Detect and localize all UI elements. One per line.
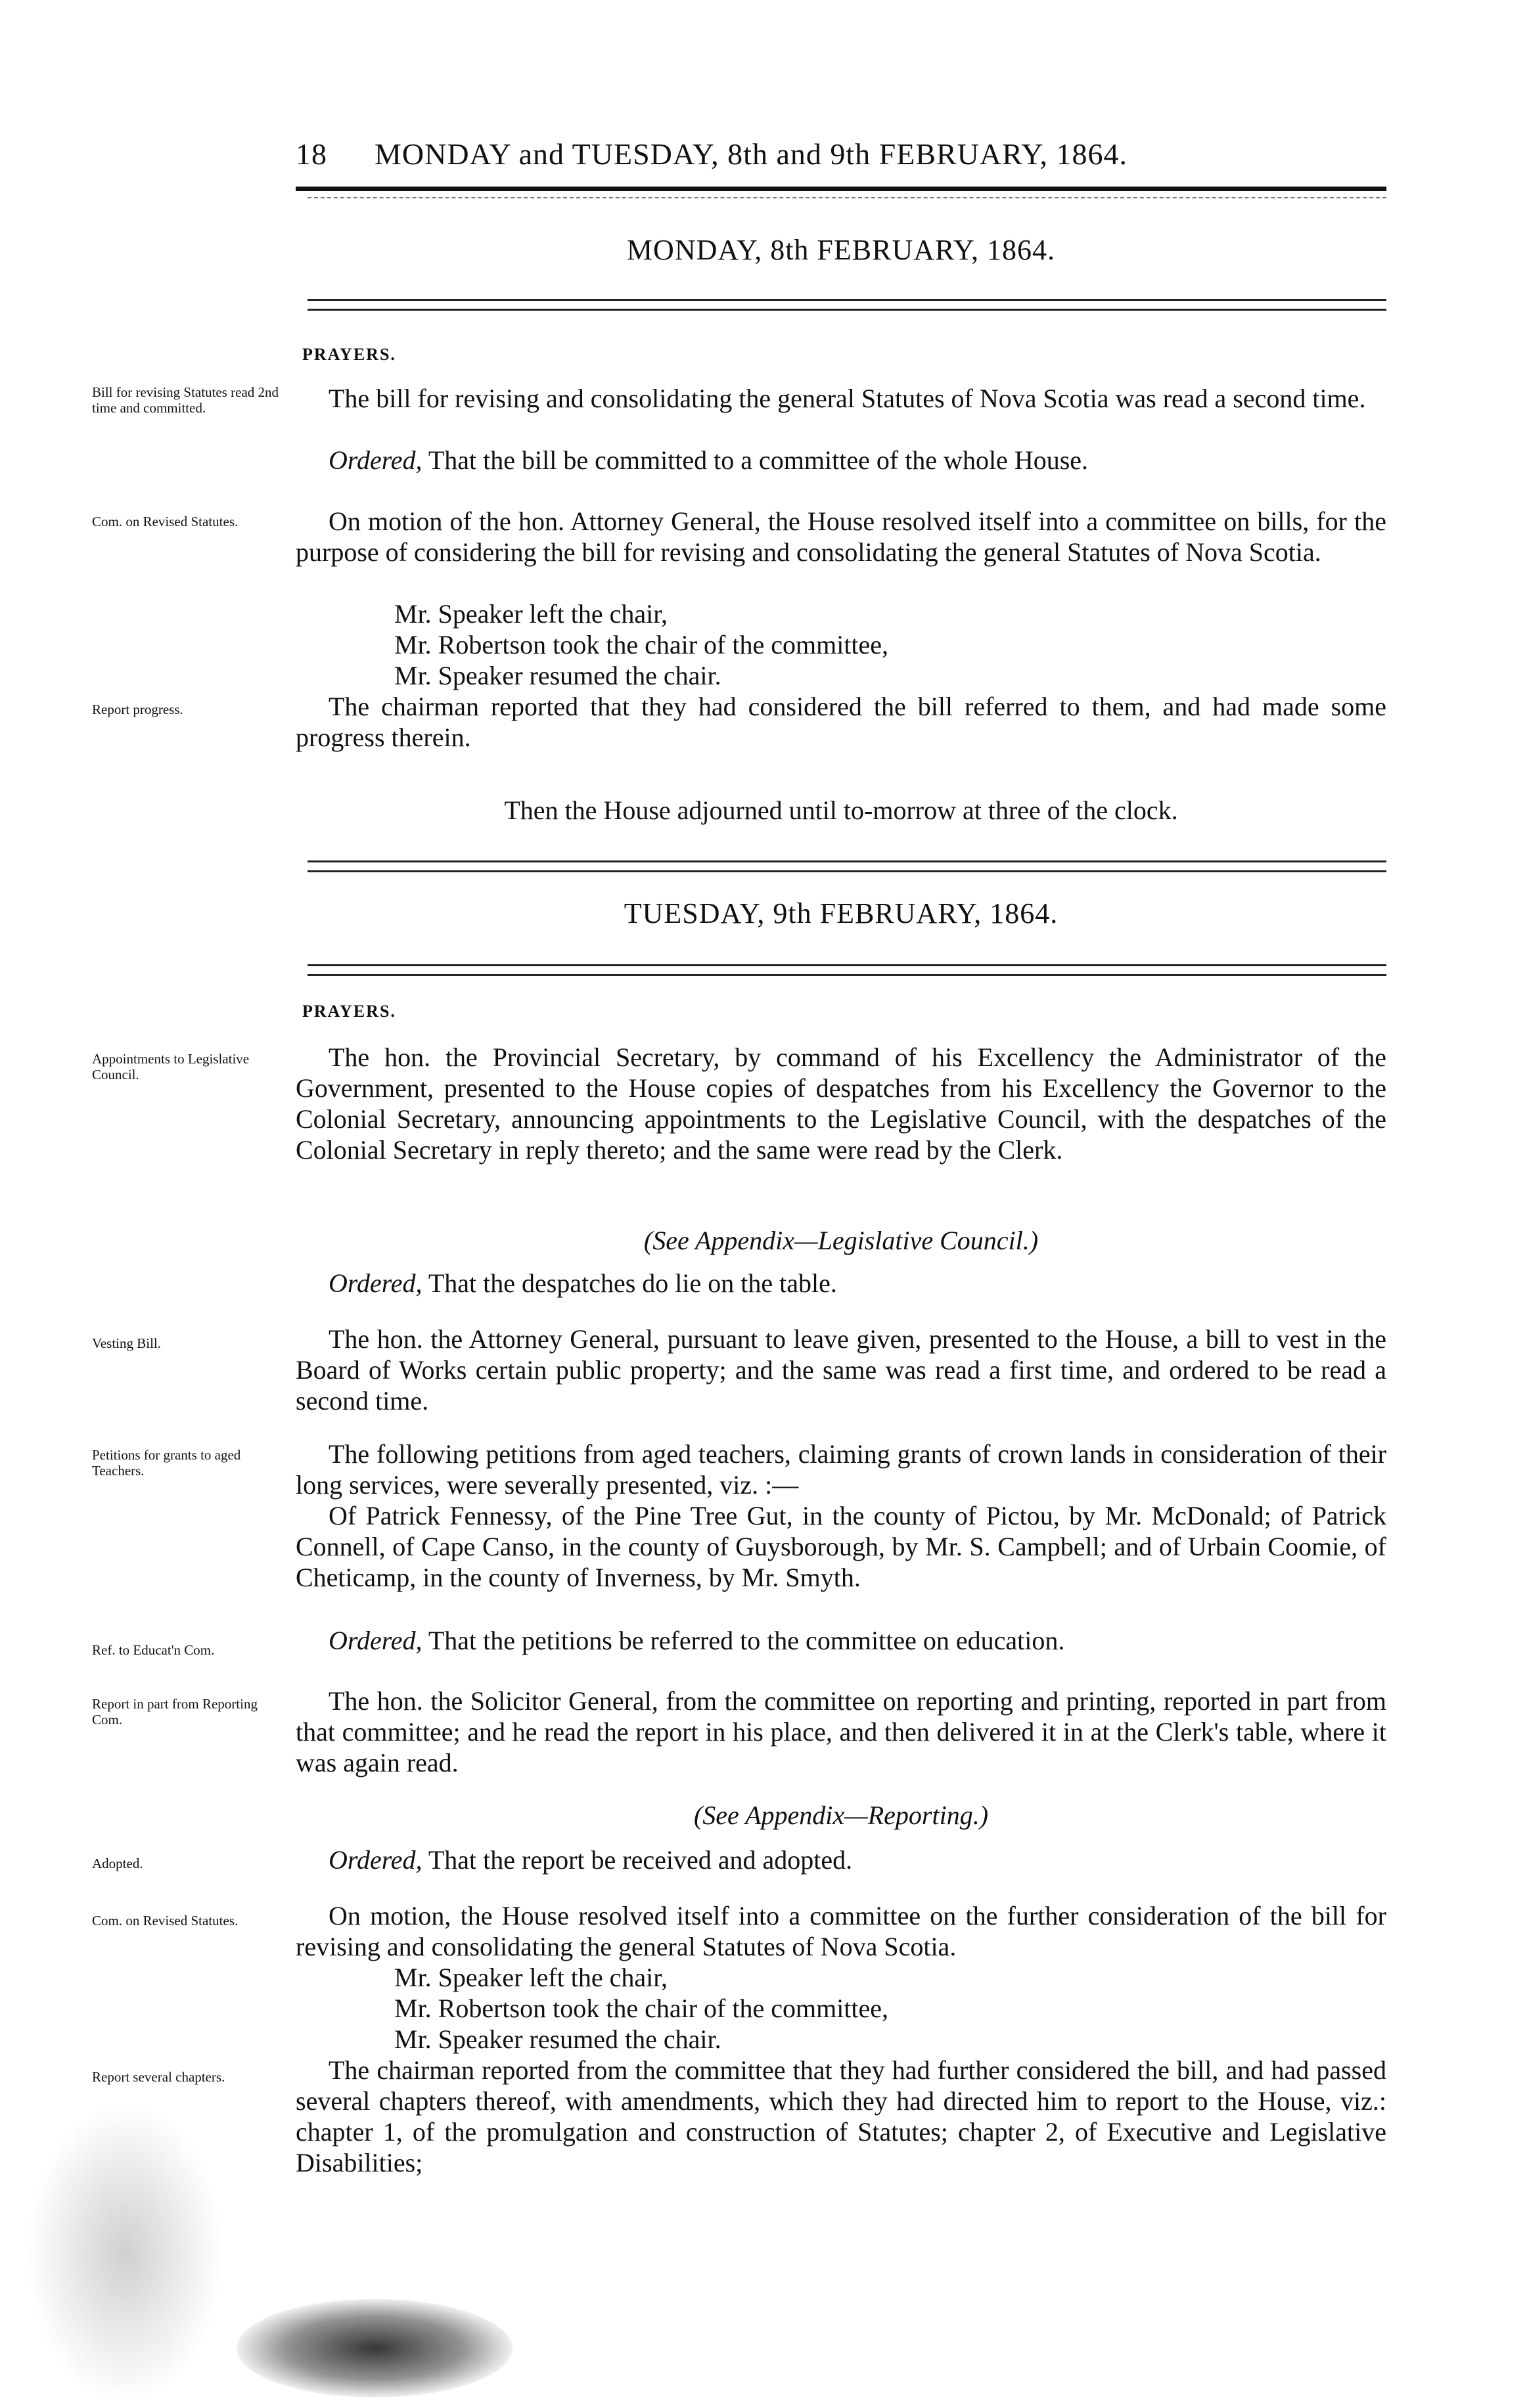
tuesday-prayers: PRAYERS. (302, 1002, 396, 1021)
tuesday-para-further-consideration: On motion, the House resolved itself into a committee on the further consideration of the bill for revising and consolidating the general Statutes of Nova Scotia. (296, 1901, 1386, 1961)
tuesday-para-ref-education (296, 1625, 1386, 1656)
monday-speaker-left: Mr. Speaker left the chair, (394, 599, 668, 629)
monday-para-second-reading: The bill for revising and consolidating the general Statutes of Nova Scotia was read a second time. (329, 384, 1366, 413)
margin-note-second-reading: Bill for revising Statutes read 2nd time and committed. (92, 384, 279, 416)
ordered-label: Ordered, (329, 1626, 422, 1655)
monday-heading-rule (308, 299, 1386, 311)
scan-smudge-bottom (237, 2299, 513, 2397)
running-head-title: MONDAY and TUESDAY, 8th and 9th FEBRUARY, 1864. (375, 137, 1128, 171)
ordered-text: That the petitions be referred to the committee on education. (422, 1626, 1065, 1655)
monday-adjourn: Then the House adjourned until to-morrow at three of the clock. (504, 795, 1178, 825)
monday-speaker-resumed: Mr. Speaker resumed the chair. (394, 661, 721, 690)
tuesday-para-petitions: The following petitions from aged teachers, claiming grants of crown lands in consideration of their long services, were severally presented, viz. :— (296, 1439, 1386, 1500)
tuesday-para-solicitor-general: The hon. the Solicitor General, from the committee on reporting and printing, reported in part from that committee; and he read the report in his place, and then delivered it in at the Clerk's table, where it was again read. (296, 1686, 1386, 1777)
tuesday-para-adopted (296, 1844, 1386, 1875)
margin-note-com-revised: Com. on Revised Statutes. (92, 514, 239, 529)
tuesday-para-vesting-bill: The hon. the Attorney General, pursuant to leave given, presented to the House, a bill to vest in the Board of Works certain public property; and the same was read a first time, and ordered to be read a second time. (296, 1324, 1386, 1416)
monday-para-committee: On motion of the hon. Attorney General, the House resolved itself into a committee on bills, for the purpose of considering the bill for revising and consolidating the general Statutes of Nova Scotia. (296, 506, 1386, 567)
ordered-label: Ordered, (329, 1268, 422, 1298)
header-rule-dashed (308, 197, 1386, 198)
see-appendix-reporting: (See Appendix—Reporting.) (693, 1800, 989, 1830)
ordered-text: That the bill be committed to a committee of the whole House. (422, 445, 1089, 475)
margin-note-vesting-bill: Vesting Bill. (92, 1335, 162, 1351)
ordered-text: That the report be received and adopted. (422, 1845, 853, 1875)
scan-speckle-left (26, 2102, 223, 2404)
ordered-label: Ordered, (329, 445, 422, 475)
monday-para-ordered (296, 445, 1386, 476)
monday-heading: MONDAY, 8th FEBRUARY, 1864. (626, 234, 1056, 266)
tuesday-para-chapters-report: The chairman reported from the committee that they had further considered the bill, and had passed several chapters thereof, with amendments, which they had directed him to report to the House, viz.: chapter 1, of the promulgation and construction of Statutes; chapter 2, of Executive and Legislative Disabilities; (296, 2055, 1386, 2177)
margin-note-appointments: Appointments to Legislative Council. (92, 1051, 250, 1082)
monday-prayers: PRAYERS. (302, 345, 396, 364)
margin-note-petitions: Petitions for grants to aged Teachers. (92, 1447, 241, 1479)
margin-note-ref-education: Ref. to Educat'n Com. (92, 1642, 215, 1658)
tuesday-para-lie-on-table (296, 1268, 1386, 1299)
tuesday-heading-rule (308, 964, 1386, 976)
margin-note-report-in-part: Report in part from Reporting Com. (92, 1696, 258, 1728)
margin-note-com-revised-2: Com. on Revised Statutes. (92, 1913, 239, 1929)
monday-robertson-chair: Mr. Robertson took the chair of the committee, (394, 630, 889, 659)
page-number: 18 (296, 137, 327, 171)
ordered-text: That the despatches do lie on the table. (422, 1268, 837, 1298)
tuesday-para-petitioners: Of Patrick Fennessy, of the Pine Tree Gut, in the county of Pictou, by Mr. McDonald; of Patrick Connell, of Cape Canso, in the county of Guysborough, by Mr. S. Campbell; and of Urbain Coomie, of Cheticamp, in the county of Inverness, by Mr. Smyth. (296, 1501, 1386, 1592)
tuesday-heading: TUESDAY, 9th FEBRUARY, 1864. (624, 897, 1059, 929)
header-rule (296, 187, 1386, 191)
running-head (296, 137, 1386, 171)
tuesday-speaker-resumed: Mr. Speaker resumed the chair. (394, 2024, 721, 2054)
margin-note-report-progress: Report progress. (92, 702, 183, 717)
monday-para-report: The chairman reported that they had considered the bill referred to them, and had made some progress therein. (296, 692, 1386, 752)
margin-note-report-chapters: Report several chapters. (92, 2069, 225, 2085)
see-appendix-legislative: (See Appendix—Legislative Council.) (643, 1226, 1039, 1255)
tuesday-robertson-chair: Mr. Robertson took the chair of the committee, (394, 1994, 889, 2023)
ordered-label: Ordered, (329, 1845, 422, 1875)
margin-note-adopted: Adopted. (92, 1856, 143, 1871)
monday-end-rule (308, 860, 1386, 872)
tuesday-para-despatches: The hon. the Provincial Secretary, by command of his Excellency the Administrator of the Government, presented to the House copies of despatches from his Excellency the Governor to the Colonial Secretary, announcing appointments to the Legislative Council, with the despatches of the Colonial Secretary in reply thereto; and the same were read by the Clerk. (296, 1042, 1386, 1165)
tuesday-speaker-left: Mr. Speaker left the chair, (394, 1963, 668, 1992)
